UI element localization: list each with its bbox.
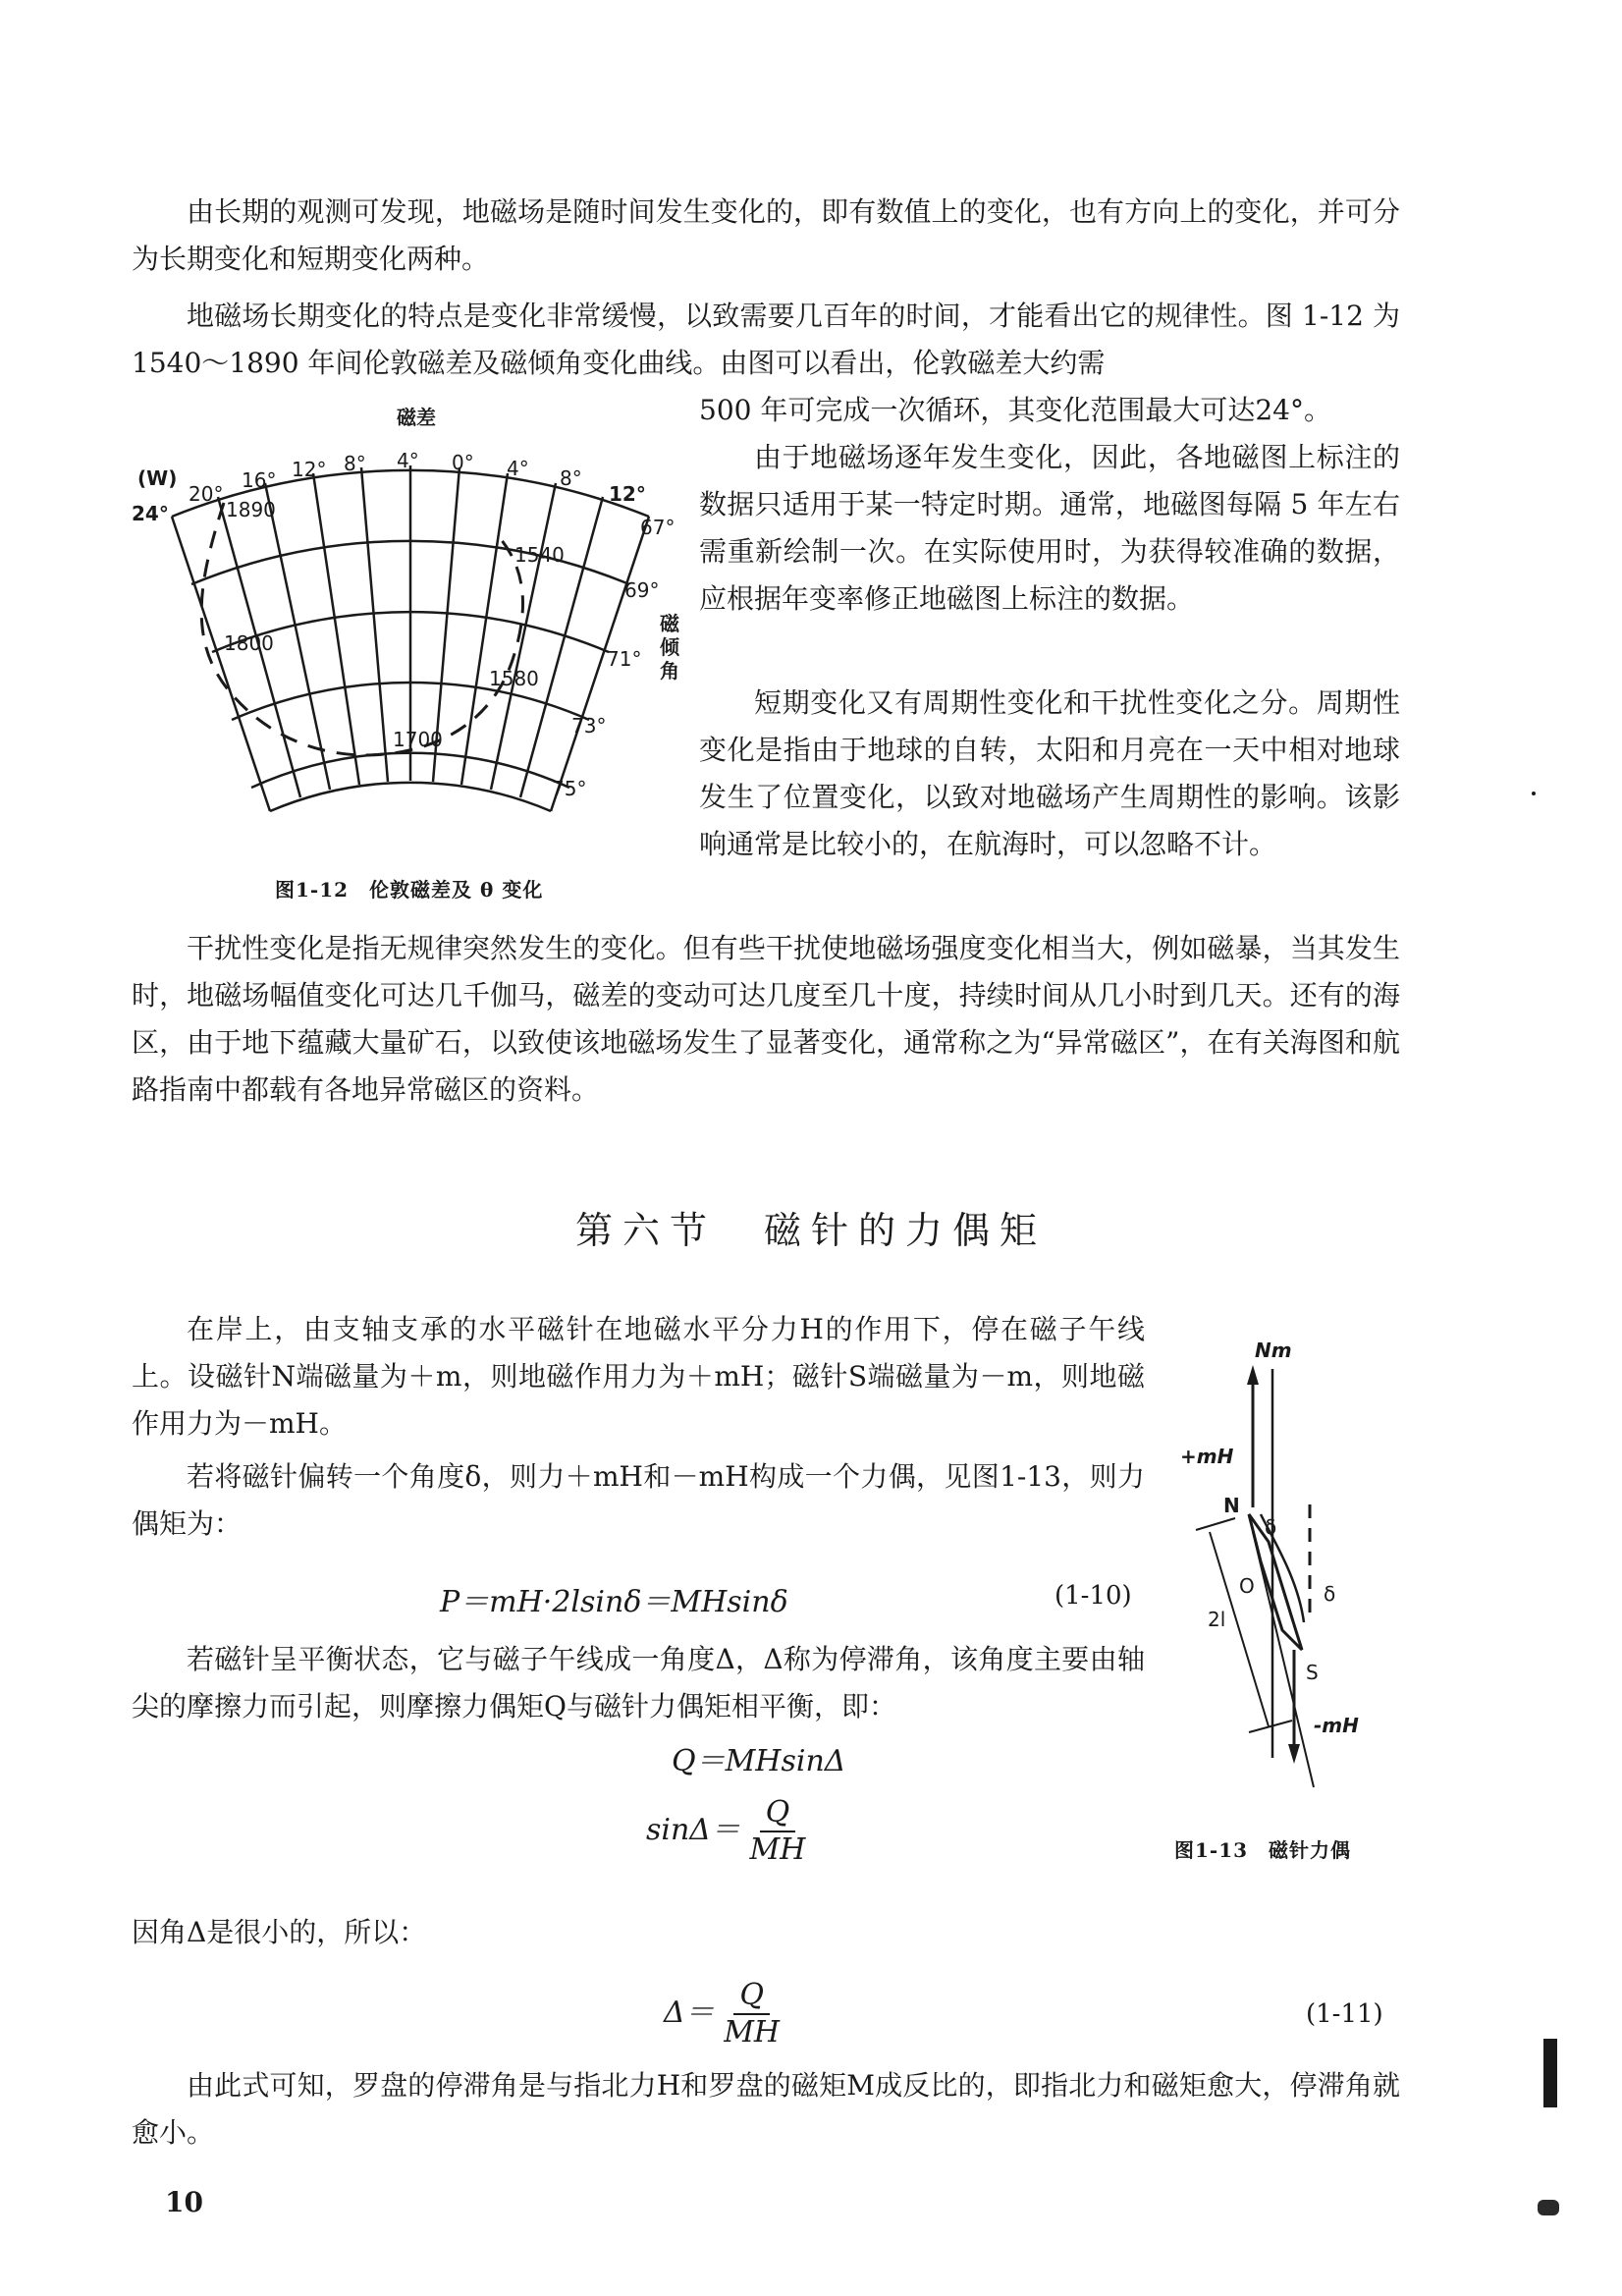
decl-tick-12e: 12° bbox=[609, 482, 646, 506]
equation-sin-delta bbox=[646, 1795, 805, 1868]
decl-tick-16: 16° bbox=[242, 468, 277, 492]
paragraph-long-term-features: 地磁场长期变化的特点是变化非常缓慢，以致需要几百年的时间，才能看出它的规律性。图 1-12 为1540～1890 年间伦敦磁差及磁倾角变化曲线。由图可以看出，伦敦磁差大约需 bbox=[132, 300, 1400, 379]
decl-tick-20: 20° bbox=[189, 482, 224, 506]
fraction-numerator-2: Q bbox=[733, 1978, 770, 2015]
paragraph-long-term-intro: 由长期的观测可发现，地磁场是随时间发生变化的，即有数值上的变化，也有方向上的变化，并可分为长期变化和短期变化两种。 bbox=[132, 195, 1400, 275]
label-o: O bbox=[1239, 1574, 1255, 1598]
inclination-label-2: 倾 bbox=[660, 635, 679, 659]
paragraph-equilibrium: 若磁针呈平衡状态，它与磁子午线成一角度Δ，Δ称为停滞角，该角度主要由轴尖的摩擦力而引起，则摩擦力偶矩Q与磁针力偶矩相平衡，即： bbox=[132, 1643, 1145, 1722]
decl-tick-4e: 4° bbox=[507, 457, 529, 480]
label-n: N bbox=[1223, 1494, 1240, 1517]
equation-delta-lhs: Δ＝ bbox=[664, 1995, 715, 2030]
year-1700: 1700 bbox=[393, 728, 443, 751]
equation-couple-moment: P＝mH·2lsinδ＝MHsinδ bbox=[440, 1585, 788, 1619]
paragraph-needle-on-shore: 在岸上，由支轴支承的水平磁针在地磁水平分力H的作用下，停在磁子午线上。设磁针N端磁量为＋m，则地磁作用力为＋mH；磁针S端磁量为－m，则地磁作用力为－mH。 bbox=[132, 1313, 1145, 1440]
label-plus-mh: +mH bbox=[1180, 1445, 1234, 1468]
section-title: 第六节 磁针的力偶矩 bbox=[574, 1209, 1047, 1252]
year-1580: 1580 bbox=[489, 667, 539, 690]
decl-tick-24: 24° bbox=[132, 502, 169, 525]
equation-number-1-10: (1-10) bbox=[1054, 1581, 1132, 1611]
fraction-denominator-2: MH bbox=[724, 2015, 781, 2050]
decl-tick-4: 4° bbox=[397, 449, 419, 472]
equation-sin-delta-lhs: sinΔ＝ bbox=[646, 1813, 740, 1847]
year-1540: 1540 bbox=[514, 543, 565, 567]
variation-curve bbox=[201, 503, 522, 755]
incl-tick-69: 69° bbox=[624, 578, 660, 602]
length-dim-top bbox=[1196, 1518, 1235, 1530]
inclination-label-3: 角 bbox=[660, 659, 679, 683]
figure-1-12-caption: 图1-12 伦敦磁差及 θ 变化 bbox=[275, 878, 544, 902]
year-1800: 1800 bbox=[224, 631, 274, 655]
figure-london-declination-chart bbox=[130, 395, 695, 847]
paragraph-short-term: 短期变化又有周期性变化和干扰性变化之分。周期性变化是指由于地球的自转，太阳和月亮在一天中相对地球发生了位置变化，以致对地磁场产生周期性的影响。该影响通常是比较小的，在航海时，可以忽略不计。 bbox=[699, 686, 1400, 860]
equation-delta bbox=[664, 1978, 780, 2050]
incl-tick-67: 67° bbox=[640, 516, 676, 539]
label-delta-inner: δ bbox=[1265, 1515, 1277, 1539]
paragraph-deflection: 若将磁针偏转一个角度δ，则力＋mH和－mH构成一个力偶，见图1-13，则力偶矩为： bbox=[132, 1460, 1145, 1540]
fraction-q-over-mh bbox=[750, 1795, 806, 1868]
decl-tick-8: 8° bbox=[344, 452, 366, 475]
scan-mark-bar bbox=[1543, 2039, 1557, 2107]
decl-tick-12: 12° bbox=[292, 458, 327, 481]
inclination-label-1: 磁 bbox=[660, 612, 679, 635]
label-delta-outer: δ bbox=[1324, 1582, 1336, 1606]
label-s: S bbox=[1306, 1661, 1319, 1684]
paragraph-map-update: 由于地磁场逐年发生变化，因此，各地磁图上标注的数据只适用于某一特定时期。通常，地磁图每隔 5 年左右需重新绘制一次。在实际使用时，为获得较准确的数据，应根据年变率修正地磁图上标注的数据。 bbox=[699, 441, 1400, 615]
label-nm: Nm bbox=[1255, 1339, 1292, 1362]
arrow-head-up bbox=[1247, 1365, 1259, 1385]
incl-tick-73: 73° bbox=[571, 714, 607, 738]
scan-mark-blot bbox=[1538, 2200, 1559, 2215]
declination-axis-label: 磁差 bbox=[397, 406, 436, 429]
fraction-denominator: MH bbox=[749, 1832, 806, 1867]
length-dim-bottom bbox=[1249, 1721, 1292, 1732]
incl-tick-75: 75° bbox=[552, 777, 587, 800]
equation-friction-moment: Q＝MHsinΔ bbox=[672, 1744, 846, 1778]
west-label: (W) bbox=[137, 466, 178, 490]
decl-tick-0: 0° bbox=[452, 451, 474, 474]
figure-1-13-caption: 图1-13 磁针力偶 bbox=[1174, 1838, 1352, 1862]
year-1890: 1890 bbox=[226, 498, 276, 521]
paragraph-small-angle: 因角Δ是很小的，所以： bbox=[132, 1916, 427, 1948]
label-two-l: 2l bbox=[1208, 1608, 1226, 1631]
incl-tick-71: 71° bbox=[607, 647, 642, 671]
figure-needle-couple-diagram bbox=[1166, 1336, 1394, 1846]
fraction-numerator: Q bbox=[760, 1795, 796, 1832]
label-minus-mh: -mH bbox=[1314, 1714, 1359, 1737]
equation-number-1-11: (1-11) bbox=[1306, 1999, 1383, 2029]
arrow-head-down bbox=[1288, 1744, 1300, 1764]
paragraph-conclusion: 由此式可知，罗盘的停滞角是与指北力H和罗盘的磁矩M成反比的，即指北力和磁矩愈大，停滞角就愈小。 bbox=[132, 2069, 1400, 2149]
paragraph-disturbance: 干扰性变化是指无规律突然发生的变化。但有些干扰使地磁场强度变化相当大，例如磁暴，当其发生时，地磁场幅值变化可达几千伽马，磁差的变动可达几度至几十度，持续时间从几小时到几天。还有的海区，由于地下蕴藏大量矿石，以致使该地磁场发生了显著变化，通常称之为“异常磁区”，在有关海图和航路指南中都载有各地异常磁区的资料。 bbox=[132, 932, 1400, 1106]
scan-mark-dot bbox=[1532, 792, 1536, 795]
page-number: 10 bbox=[165, 2186, 203, 2218]
fraction-q-over-mh-2 bbox=[724, 1978, 780, 2050]
paragraph-london-cycle: 500 年可完成一次循环，其变化范围最大可达24°。 bbox=[699, 394, 1331, 426]
decl-tick-8e: 8° bbox=[560, 466, 582, 490]
grid-arc-inner bbox=[270, 783, 551, 811]
